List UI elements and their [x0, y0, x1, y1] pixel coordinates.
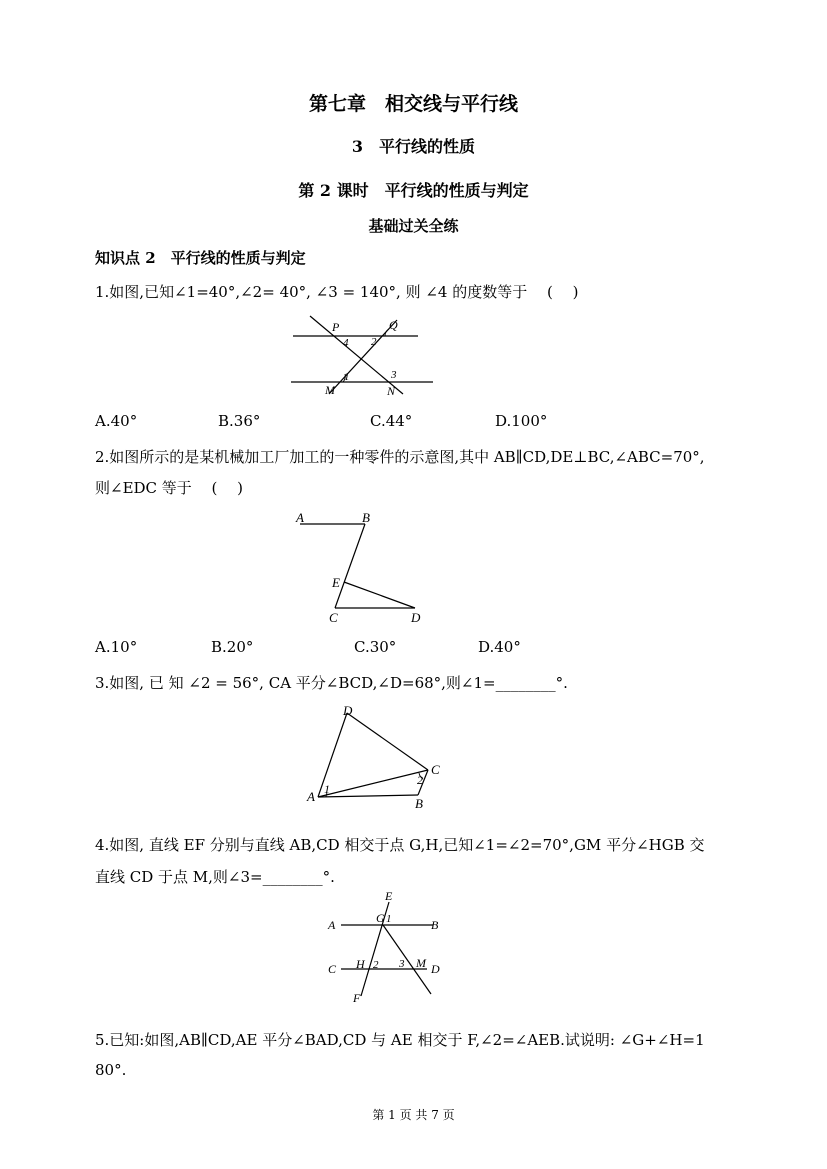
- question-2-option-b: B.20°: [211, 638, 254, 656]
- q4-label-m: M: [416, 956, 426, 970]
- question-4-stem-line-2: 直线 CD 于点 M,则∠3=________°.: [95, 868, 335, 886]
- q1-label-m: M: [325, 383, 335, 397]
- q2-label-e: E: [332, 575, 340, 590]
- q3-label-a: A: [307, 789, 315, 804]
- question-3-figure: [300, 700, 450, 812]
- q4-label-g: G: [376, 911, 385, 925]
- page-footer: 第 1 页 共 7 页: [372, 1108, 455, 1122]
- q1-label-p: P: [332, 320, 340, 334]
- question-1-option-d: D.100°: [495, 412, 548, 430]
- question-2-stem-line-1: 2.如图所示的是某机械加工厂加工的一种零件的示意图,其中 AB∥CD,DE⊥BC,∠ABC=70°,: [95, 448, 705, 466]
- question-4-stem-line-1: 4.如图, 直线 EF 分别与直线 AB,CD 相交于点 G,H,已知∠1=∠2=70°,GM 平分∠HGB 交: [95, 836, 705, 854]
- question-2-stem-line-2: 则∠EDC 等于 ( ): [95, 479, 244, 497]
- question-1-option-b: B.36°: [218, 412, 261, 430]
- q4-label-f: F: [353, 991, 361, 1005]
- q4-label-b: B: [431, 918, 439, 932]
- q2-label-b: B: [362, 510, 370, 525]
- q2-label-d: D: [411, 610, 421, 625]
- q1-label-3: 3: [391, 369, 397, 381]
- knowledge-point-heading: 知识点 2 平行线的性质与判定: [95, 249, 306, 267]
- q3-label-1: 1: [324, 782, 330, 796]
- q4-label-3: 3: [399, 958, 405, 970]
- question-1-option-a: A.40°: [95, 412, 138, 430]
- q3-label-b: B: [415, 796, 423, 811]
- q1-label-n: N: [387, 384, 396, 398]
- q4-label-2: 2: [373, 959, 379, 971]
- section-title: 3 平行线的性质: [351, 137, 476, 156]
- question-1-stem: 1.如图,已知∠1=40°,∠2= 40°, ∠3 = 140°, 则 ∠4 的度数等于 ( ): [95, 283, 579, 301]
- q1-label-1: 1: [344, 371, 350, 383]
- q4-label-d: D: [431, 962, 440, 976]
- question-5-stem-line-2: 80°.: [95, 1061, 127, 1079]
- q3-label-2: 2: [417, 773, 423, 787]
- question-1-figure: [285, 312, 445, 400]
- q1-label-2: 2: [371, 336, 377, 348]
- q1-label-4: 4: [343, 337, 349, 349]
- q2-label-c: C: [329, 610, 338, 625]
- practice-title: 基础过关全练: [368, 217, 459, 235]
- question-2-option-d: D.40°: [478, 638, 521, 656]
- q4-label-h: H: [356, 957, 365, 971]
- q4-label-c: C: [328, 962, 337, 976]
- question-2-figure: [292, 508, 432, 628]
- q4-label-e: E: [385, 889, 393, 903]
- chapter-title: 第七章 相交线与平行线: [308, 93, 518, 115]
- question-1-option-c: C.44°: [370, 412, 413, 430]
- q3-label-d: D: [343, 703, 353, 718]
- q4-label-1: 1: [386, 913, 392, 925]
- q1-label-q: Q: [389, 318, 398, 332]
- question-2-option-a: A.10°: [95, 638, 138, 656]
- question-5-stem-line-1: 5.已知:如图,AB∥CD,AE 平分∠BAD,CD 与 AE 相交于 F,∠2=∠AEB.试说明: ∠G+∠H=1: [95, 1031, 705, 1049]
- question-4-figure: [325, 888, 450, 1008]
- question-2-option-c: C.30°: [354, 638, 397, 656]
- q2-label-a: A: [296, 510, 304, 525]
- q4-label-a: A: [328, 918, 336, 932]
- lesson-title: 第 2 课时 平行线的性质与判定: [298, 181, 529, 200]
- q3-label-c: C: [431, 762, 440, 777]
- question-3-stem: 3.如图, 已 知 ∠2 = 56°, CA 平分∠BCD,∠D=68°,则∠1=________°.: [95, 674, 568, 692]
